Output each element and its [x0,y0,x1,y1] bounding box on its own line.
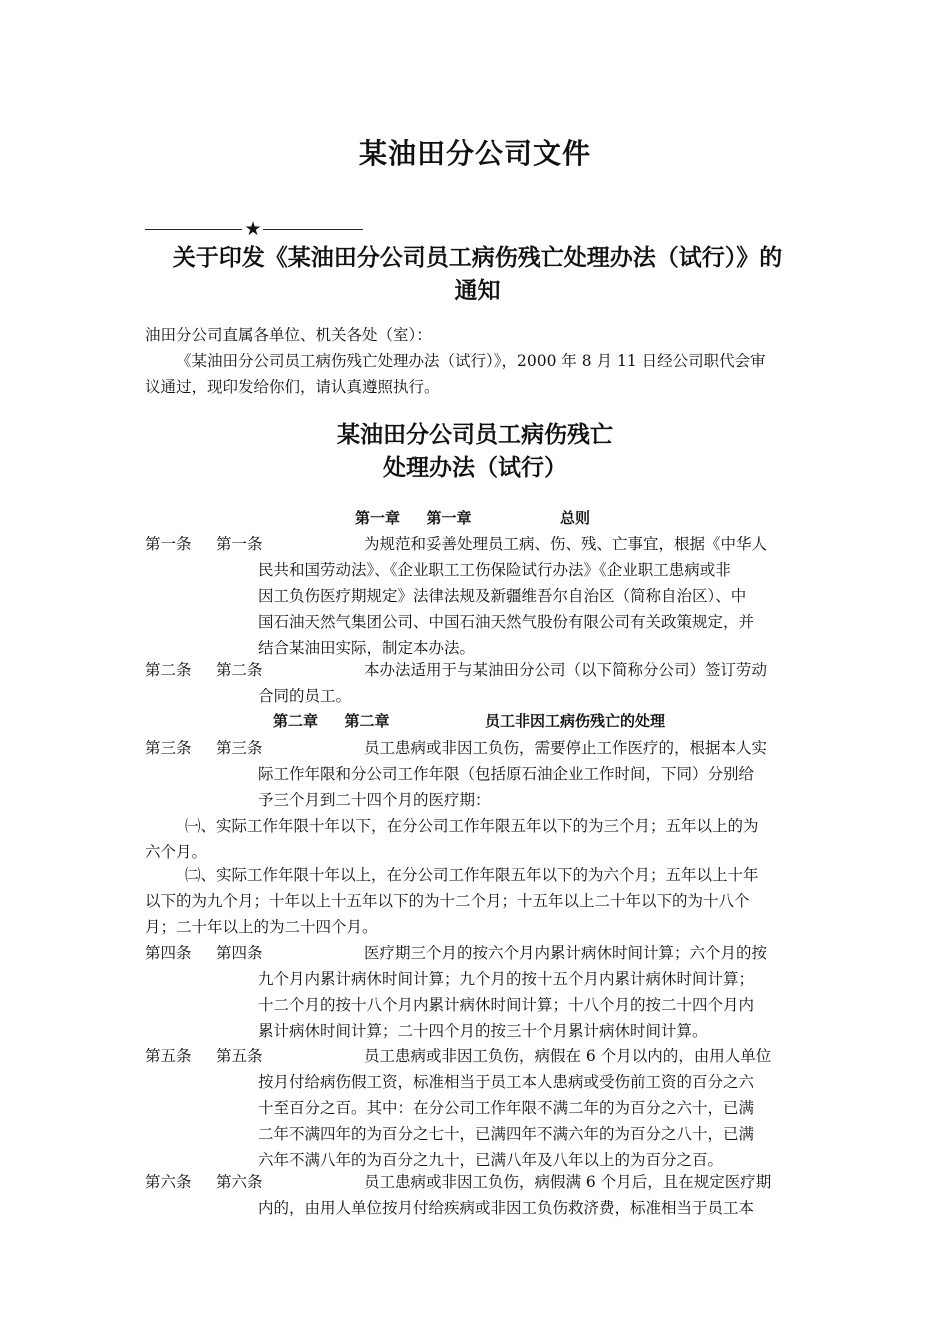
clause-line: ㈠、实际工作年限十年以下，在分公司工作年限五年以下的为三个月；五年以上的为 [185,817,759,835]
article [145,1169,810,1221]
article-line: 际工作年限和分公司工作年限（包括原石油企业工作时间，下同）分别给 [258,765,755,783]
article-line: 为规范和妥善处理员工病、伤、残、亡事宜，根据《中华人 [364,535,768,553]
article-line: 十至百分之百。其中：在分公司工作年限不满二年的为百分之六十，已满 [258,1099,755,1117]
divider-line-left [145,229,242,230]
article-body [258,657,810,709]
article-line: 按月付给病伤假工资，标准相当于员工本人患病或受伤前工资的百分之六 [258,1073,755,1091]
notice-title [145,241,810,307]
article [145,940,810,1044]
article-line: 员工患病或非因工负伤，病假在 6 个月以内的，由用人单位 [364,1047,772,1065]
chapter-title: 总则 [559,509,590,527]
chapter-number: 第二章 [344,712,390,730]
article-body [258,735,810,813]
article-line: 员工患病或非因工负伤，需要停止工作医疗的，根据本人实 [364,739,768,757]
article-body [258,1043,810,1173]
article-number: 第四条 [145,944,192,962]
article-line: 国石油天然气集团公司、中国石油天然气股份有限公司有关政策规定，并 [258,613,755,631]
article-body [258,1169,810,1221]
regulation-title [0,418,950,484]
article-line: 十二个月的按十八个月内累计病休时间计算；十八个月的按二十四个月内 [258,996,755,1014]
article-line: 九个月内累计病休时间计算；九个月的按十五个月内累计病休时间计算； [258,970,755,988]
article-number: 第一条 [216,535,263,553]
article-number: 第五条 [216,1047,263,1065]
article-line: 六年不满八年的为百分之九十，已满八年及八年以上的为百分之百。 [258,1151,724,1169]
star-icon: ★ [244,218,262,240]
clause-line: ㈡、实际工作年限十年以上，在分公司工作年限五年以下的为六个月；五年以上十年 [185,866,759,884]
article-body [258,940,810,1044]
chapter-number: 第二章 [273,712,319,730]
article-line: 医疗期三个月的按六个月内累计病休时间计算；六个月的按 [364,944,768,962]
article [145,1043,810,1173]
article [145,657,810,709]
article-number: 第一条 [145,535,192,553]
addressee: 油田分公司直属各单位、机关各处（室）： [145,326,432,344]
chapter-title: 员工非因工病伤残亡的处理 [484,712,665,730]
article-number: 第三条 [145,739,192,757]
clause-line: 月；二十年以上的为二十四个月。 [145,918,378,936]
regulation-title-line: 处理办法（试行） [383,454,567,481]
article-line: 结合某油田实际，制定本办法。 [258,639,476,657]
intro-paragraph-line: 《某油田分公司员工病伤残亡处理办法（试行）》，2000 年 8 月 11 日经公司职代会审 [176,352,766,370]
divider-line-right [263,229,363,230]
article-number: 第二条 [216,661,263,679]
article-line: 内的，由用人单位按月付给疾病或非因工负伤救济费，标准相当于员工本 [258,1199,755,1217]
article-number: 第六条 [145,1173,192,1191]
document-header-title: 某油田分公司文件 [358,137,591,170]
article-number: 第二条 [145,661,192,679]
article-line: 累计病休时间计算；二十四个月的按三十个月累计病休时间计算。 [258,1022,708,1040]
regulation-title-line: 某油田分公司员工病伤残亡 [337,421,613,448]
chapter-heading [355,506,590,530]
article-line: 因工负伤医疗期规定》法律法规及新疆维吾尔自治区（简称自治区）、中 [258,587,747,605]
article [145,735,810,813]
clause-line: 以下的为九个月；十年以上十五年以下的为十二个月；十五年以上二十年以下的为十八个 [145,892,750,910]
article [145,531,810,661]
article-number: 第三条 [216,739,263,757]
article-line: 员工患病或非因工负伤，病假满 6 个月后，且在规定医疗期 [364,1173,772,1191]
article-number: 第四条 [216,944,263,962]
article-body [258,531,810,661]
chapter-number: 第一章 [355,509,401,527]
clause-line: 六个月。 [145,843,208,861]
chapter-number: 第一章 [426,509,472,527]
intro-paragraph-line: 议通过，现印发给你们，请认真遵照执行。 [145,378,440,396]
article-line: 二年不满四年的为百分之七十，已满四年不满六年的为百分之八十，已满 [258,1125,755,1143]
notice-title-line: 通知 [454,277,501,304]
article-line: 予三个月到二十四个月的医疗期： [258,791,491,809]
article-line: 本办法适用于与某油田分公司（以下简称分公司）签订劳动 [364,661,768,679]
article-number: 第五条 [145,1047,192,1065]
article-line: 合同的员工。 [258,687,352,705]
notice-title-line: 关于印发《某油田分公司员工病伤残亡处理办法（试行）》的 [172,244,783,271]
chapter-heading [273,709,665,733]
article-number: 第六条 [216,1173,263,1191]
star-divider [145,218,365,240]
article-line: 民共和国劳动法》、《企业职工工伤保险试行办法》《企业职工患病或非 [258,561,731,579]
